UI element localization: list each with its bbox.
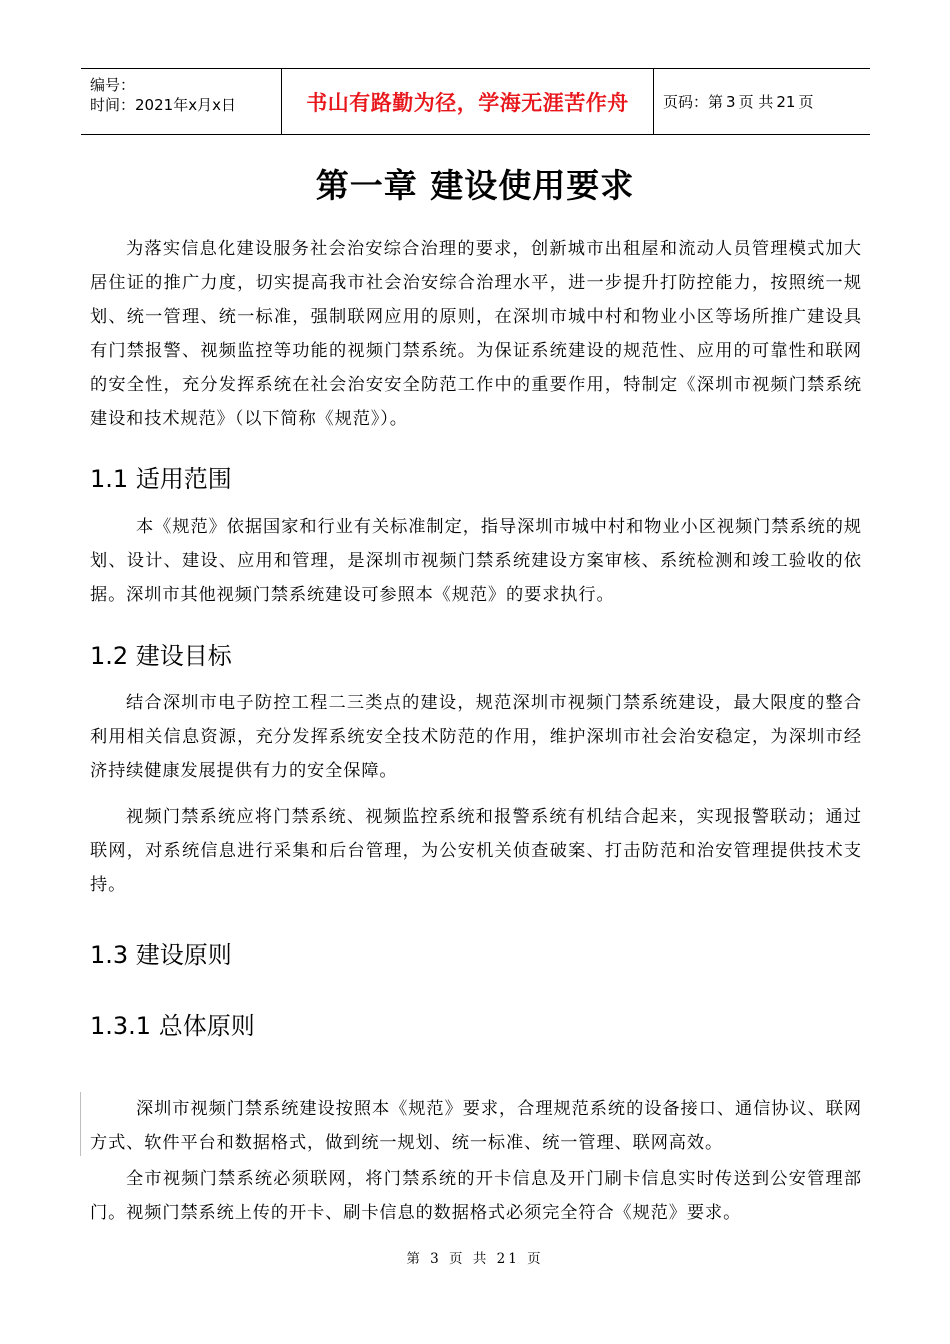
page-header <box>81 68 870 135</box>
section-heading-1-3-1: 1.3.1 总体原则 <box>90 1012 255 1040</box>
page-current: 3 <box>726 92 736 111</box>
header-meta-cell <box>81 69 282 134</box>
page-mid: 页 共 <box>738 93 774 111</box>
section-heading-1-2: 1.2 建设目标 <box>90 642 232 670</box>
page-label: 页码：第 <box>663 93 724 111</box>
section-heading-1-1: 1.1 适用范围 <box>90 465 232 493</box>
section-1-3-1-paragraph-1: 深圳市视频门禁系统建设按照本《规范》要求，合理规范系统的设备接口、通信协议、联网方式、软件平台和数据格式，做到统一规划、统一标准、统一管理、联网高效。 <box>90 1099 862 1153</box>
intro-paragraph: 为落实信息化建设服务社会治安综合治理的要求，创新城市出租屋和流动人员管理模式加大居住证的推广力度，切实提高我市社会治安综合治理水平，进一步提升打防控能力，按照统一规划、统一管理、统一标准，强制联网应用的原则，在深圳市城中村和物业小区等场所推广建设具有门禁报警、视频监控等功能的视频门禁系统。为保证系统建设的规范性、应用的可靠性和联网的安全性，充分发挥系统在社会治安安全防范工作中的重要作用，特制定《深圳市视频门禁系统建设和技术规范》（以下简称《规范》）。 <box>90 239 862 429</box>
chapter-title: 第一章 建设使用要求 <box>315 166 635 205</box>
section-1-2-paragraph-1: 结合深圳市电子防控工程二三类点的建设，规范深圳市视频门禁系统建设，最大限度的整合利用相关信息资源，充分发挥系统安全技术防范的作用，维护深圳市社会治安稳定，为深圳市经济持续健康发展提供有力的安全保障。 <box>90 693 862 781</box>
header-motto: 书山有路勤为径，学海无涯苦作舟 <box>282 69 654 134</box>
document-date <box>90 95 281 115</box>
section-1-2-paragraph-2: 视频门禁系统应将门禁系统、视频监控系统和报警系统有机结合起来，实现报警联动；通过联网，对系统信息进行采集和后台管理，为公安机关侦查破案、打击防范和治安管理提供技术支持。 <box>90 807 862 895</box>
page-suffix: 页 <box>798 93 814 111</box>
date-value: 2021年x月x日 <box>135 96 236 114</box>
header-page-info <box>654 69 870 134</box>
section-heading-1-3: 1.3 建设原则 <box>90 941 232 969</box>
page-total: 21 <box>776 92 796 111</box>
revision-margin-bar <box>80 1092 81 1156</box>
date-label: 时间： <box>90 96 136 114</box>
document-number-label: 编号： <box>90 76 136 94</box>
section-1-1-paragraph: 本《规范》依据国家和行业有关标准制定，指导深圳市城中村和物业小区视频门禁系统的规划、设计、建设、应用和管理，是深圳市视频门禁系统建设方案审核、系统检测和竣工验收的依据。深圳市其他视频门禁系统建设可参照本《规范》的要求执行。 <box>90 517 862 605</box>
section-1-3-1-paragraph-2: 全市视频门禁系统必须联网，将门禁系统的开卡信息及开门刷卡信息实时传送到公安管理部门。视频门禁系统上传的开卡、刷卡信息的数据格式必须完全符合《规范》要求。 <box>90 1169 862 1223</box>
page-footer: 第 3 页 共 21 页 <box>406 1251 544 1267</box>
